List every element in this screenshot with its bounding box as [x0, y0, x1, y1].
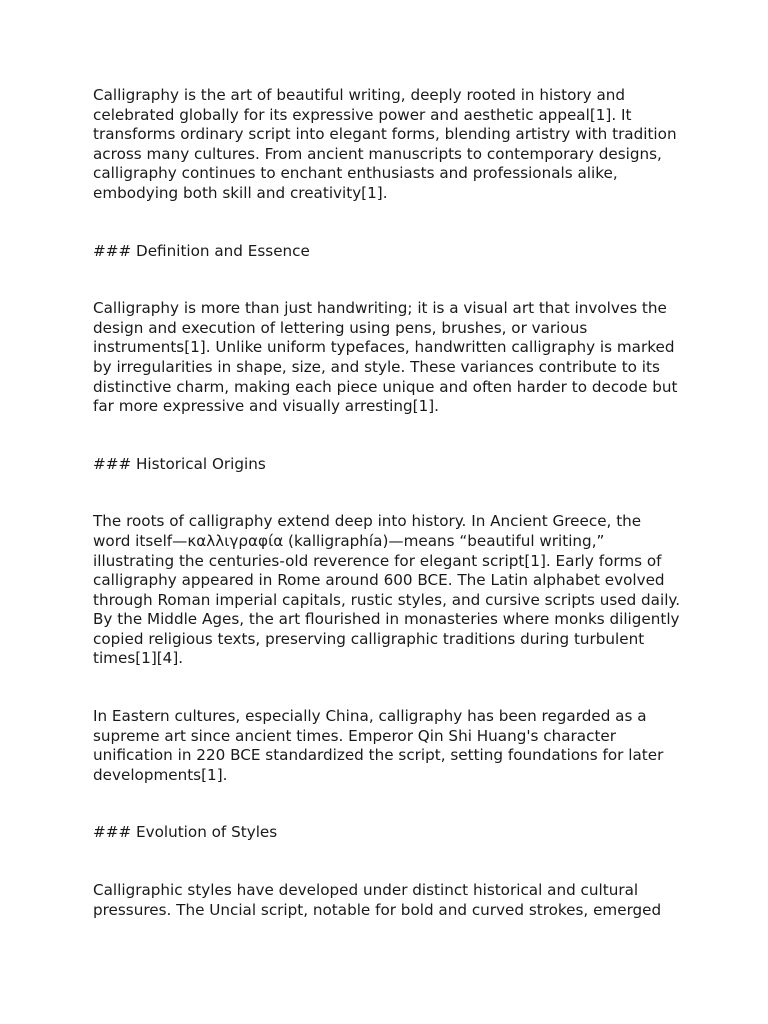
intro-paragraph: Calligraphy is the art of beautiful writing, deeply rooted in history and celebrated globally for its expressive power and aesthetic appeal[1]. It transforms ordinary script into elegant forms, blending artistry with tradition across many cultures. From ancient manuscripts to contemporary designs, calligraphy continues to enchant enthusiasts and professionals alike, embodying both skill and creativity[1].: [93, 86, 677, 202]
section-heading-definition: ### Definition and Essence: [93, 241, 310, 260]
definition-paragraph: Calligraphy is more than just handwriting; it is a visual art that involves the design and execution of lettering using pens, brushes, or various instruments[1]. Unlike uniform typefaces, handwritten calligraphy is marked by irregularities in shape, size, and style. These variances contribute to its distinctive charm, making each piece unique and often harder to decode but far more expressive and visually arresting[1].: [93, 299, 678, 416]
document-body: [93, 86, 683, 920]
styles-paragraph: Calligraphic styles have developed under distinct historical and cultural pressures. The Uncial script, notable for bold and curved strokes, emerged: [93, 881, 662, 919]
section-heading-styles: ### Evolution of Styles: [93, 823, 278, 842]
section-heading-origins: ### Historical Origins: [93, 454, 266, 473]
origins-paragraph-west: The roots of calligraphy extend deep into history. In Ancient Greece, the word itself—καλλιγραφία (kalligraphía)—means “beautiful writing,” illustrating the centuries-old reverence for elegant script[1]. Early forms of calligraphy appeared in Rome around 600 BCE. The Latin alphabet evolved through Roman imperial capitals, rustic styles, and cursive scripts used daily. By the Middle Ages, the art flourished in monasteries where monks diligently copied religious texts, preserving calligraphic traditions during turbulent times[1][4].: [93, 512, 681, 668]
origins-paragraph-east: In Eastern cultures, especially China, calligraphy has been regarded as a supreme art since ancient times. Emperor Qin Shi Huang's character unification in 220 BCE standardized the script, setting foundations for later developments[1].: [93, 707, 664, 784]
